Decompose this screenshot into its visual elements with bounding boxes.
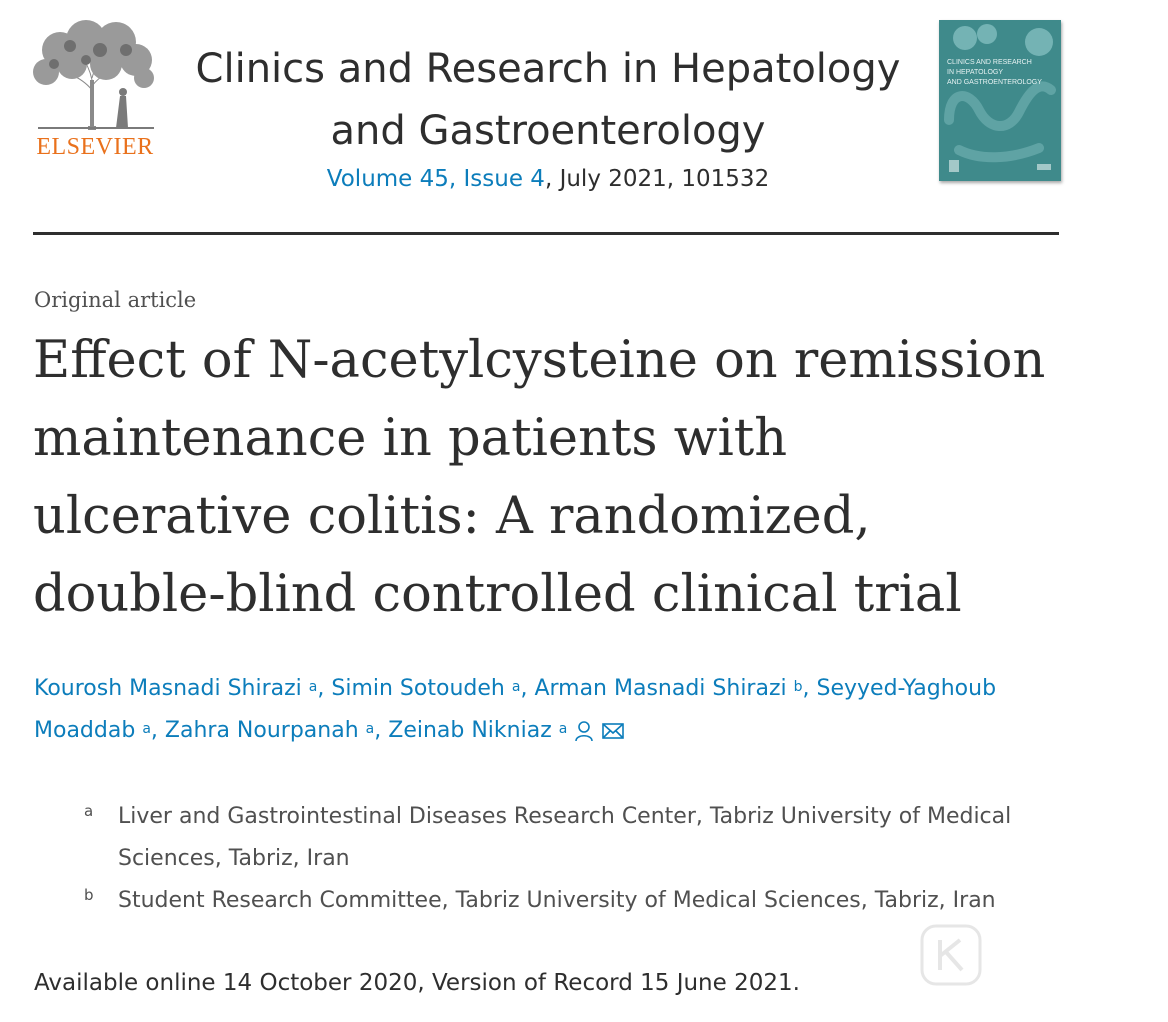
person-icon[interactable] <box>574 720 594 742</box>
publication-dates: Available online 14 October 2020, Version of Record 15 June 2021. <box>34 970 800 996</box>
author-link[interactable]: Seyyed-Yaghoub Moaddab $^a$ <box>34 676 997 743</box>
author-separator: , <box>374 718 389 743</box>
issue-info <box>170 166 926 192</box>
article-title-line: double-blind controlled clinical trial <box>33 565 962 624</box>
article-title <box>33 322 1073 634</box>
watermark-icon <box>916 920 986 990</box>
affiliation-text: Liver and Gastrointestinal Diseases Research Center, Tabriz University of Medical Sciences, Tabriz, Iran <box>118 804 1012 871</box>
elsevier-wordmark: ELSEVIER <box>36 134 154 160</box>
affiliation-ref[interactable]: a <box>511 679 521 695</box>
article-title-line: maintenance in patients with <box>33 409 788 468</box>
author-list <box>34 668 1074 752</box>
affiliation-mark: a <box>84 802 94 820</box>
affiliation-ref[interactable]: a <box>365 721 375 737</box>
author-link[interactable]: Kourosh Masnadi Shirazi $^a$ <box>34 676 318 701</box>
article-title-line: ulcerative colitis: A randomized, <box>33 487 871 546</box>
author-link[interactable]: Zeinab Nikniaz $^a$ <box>388 718 568 743</box>
author-link[interactable]: Simin Sotoudeh $^a$ <box>331 676 521 701</box>
colon-illustration-icon <box>939 20 1061 181</box>
article-type: Original article <box>34 288 197 312</box>
author-separator: , <box>520 676 535 701</box>
affiliation-ref[interactable]: a <box>308 679 318 695</box>
article-title-line: Effect of N-acetylcysteine on remission <box>33 331 1046 390</box>
journal-cover-image[interactable] <box>939 20 1061 181</box>
elsevier-logo[interactable] <box>30 20 160 160</box>
journal-title-line-2[interactable]: and Gastroenterology <box>330 108 766 154</box>
affiliation-mark: b <box>84 886 94 904</box>
issue-date-and-id: , July 2021, 101532 <box>544 166 770 192</box>
journal-title-line-1[interactable]: Clinics and Research in Hepatology <box>195 46 901 92</box>
author-link[interactable]: Zahra Nourpanah $^a$ <box>164 718 375 743</box>
volume-issue-link[interactable]: Volume 45, Issue 4 <box>326 166 545 192</box>
author-separator: , <box>802 676 817 701</box>
affiliation-ref[interactable]: b <box>793 679 803 695</box>
cover-title-text: CLINICS AND RESEARCH IN HEPATOLOGY AND GASTROENTEROLOGY <box>947 59 1042 86</box>
envelope-icon[interactable] <box>601 721 625 741</box>
affiliation-text: Student Research Committee, Tabriz University of Medical Sciences, Tabriz, Iran <box>118 888 996 913</box>
affiliation-ref[interactable]: a <box>558 721 568 737</box>
affiliation-ref[interactable]: a <box>142 721 151 737</box>
watermark-logo <box>916 920 1146 1000</box>
author-separator: , <box>150 718 165 743</box>
header-divider <box>33 232 1059 235</box>
author-separator: , <box>317 676 332 701</box>
elsevier-tree-icon <box>30 20 160 132</box>
journal-title[interactable] <box>170 38 926 162</box>
corresponding-author-icons <box>574 710 625 752</box>
author-link[interactable]: Arman Masnadi Shirazi $^b$ <box>534 676 803 701</box>
